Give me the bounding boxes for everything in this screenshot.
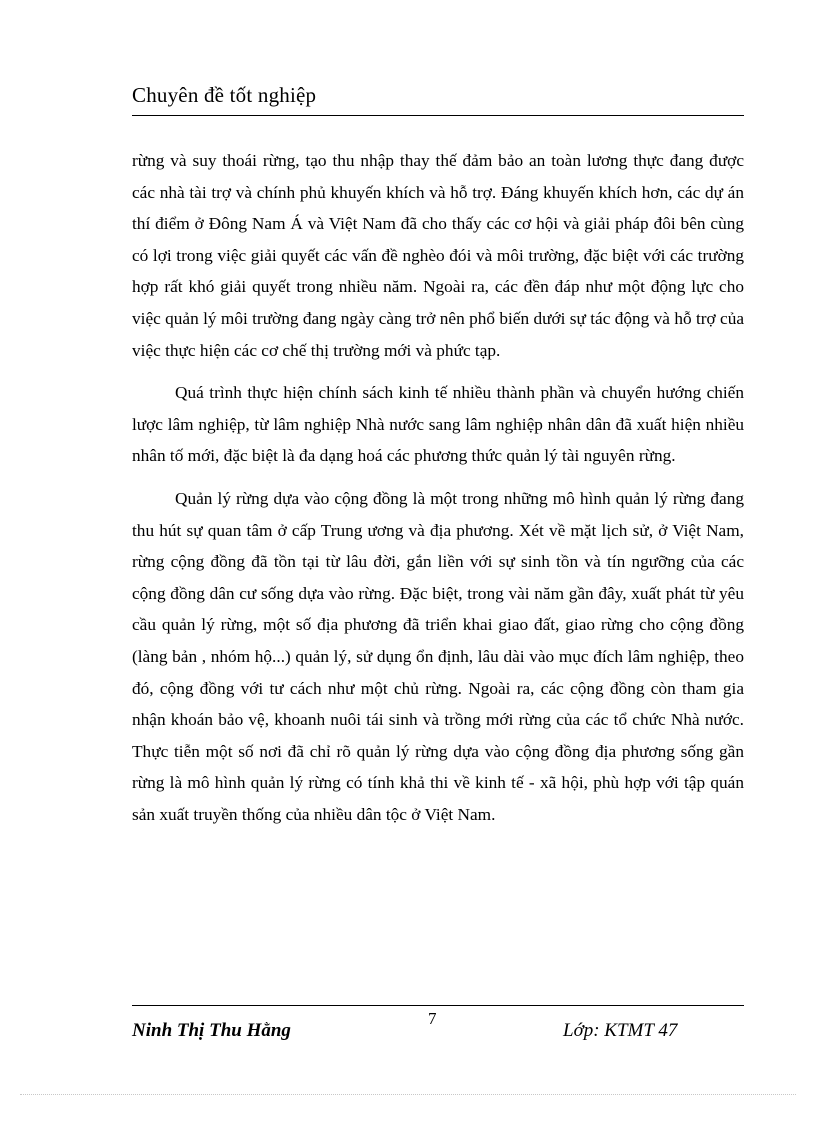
footer-divider (132, 1005, 744, 1006)
paragraph-continued: rừng và suy thoái rừng, tạo thu nhập thay thế đảm bảo an toàn lương thực đang được các nhà tài trợ và chính phủ khuyến khích và hỗ trợ. Đáng khuyến khích hơn, các dự án thí điểm ở Đông Nam Á và Việt Nam đã cho thấy các cơ hội và giải pháp đôi bên cùng có lợi trong việc giải quyết các vấn đề nghèo đói và môi trường, đặc biệt với các trường hợp rất khó giải quyết trong nhiều năm. Ngoài ra, các đền đáp như một động lực cho việc quản lý môi trường đang ngày càng trở nên phổ biến dưới sự tác động và hỗ trợ của việc thực hiện các cơ chế thị trường mới và phức tạp. (132, 151, 744, 360)
page-bottom-edge (20, 1094, 796, 1095)
paragraph: Quản lý rừng dựa vào cộng đồng là một trong những mô hình quản lý rừng đang thu hút sự quan tâm ở cấp Trung ương và địa phương. Xét về mặt lịch sử, ở Việt Nam, rừng cộng đồng đã tồn tại từ lâu đời, gắn liền với sự sinh tồn và tín ngưỡng của các cộng đồng dân cư sống dựa vào rừng. Đặc biệt, trong vài năm gần đây, xuất phát từ yêu cầu quản lý rừng, một số địa phương đã triển khai giao đất, giao rừng cho cộng đồng (làng bản , nhóm hộ...) quản lý, sử dụng ổn định, lâu dài vào mục đích lâm nghiệp, theo đó, cộng đồng với tư cách như một chủ rừng. Ngoài ra, các cộng đồng còn tham gia nhận khoán bảo vệ, khoanh nuôi tái sinh và trồng mới rừng của các tổ chức Nhà nước. Thực tiễn một số nơi đã chỉ rõ quản lý rừng dựa vào cộng đồng địa phương sống gần rừng là mô hình quản lý rừng có tính khả thi về kinh tế - xã hội, phù hợp với tập quán sản xuất truyền thống của nhiều dân tộc ở Việt Nam. (132, 488, 744, 824)
page-header-title: Chuyên đề tốt nghiệp (132, 83, 317, 107)
document-body (132, 145, 744, 841)
header-divider (132, 115, 744, 116)
page-number: 7 (428, 1009, 437, 1028)
paragraph: Quá trình thực hiện chính sách kinh tế nhiều thành phần và chuyển hướng chiến lược lâm nghiệp, từ lâm nghiệp Nhà nước sang lâm nghiệp nhân dân đã xuất hiện nhiều nhân tố mới, đặc biệt là đa dạng hoá các phương thức quản lý tài nguyên rừng. (132, 383, 744, 466)
footer-author: Ninh Thị Thu Hằng (132, 1020, 291, 1041)
footer-class-label: Lớp: KTMT 47 (563, 1020, 678, 1041)
